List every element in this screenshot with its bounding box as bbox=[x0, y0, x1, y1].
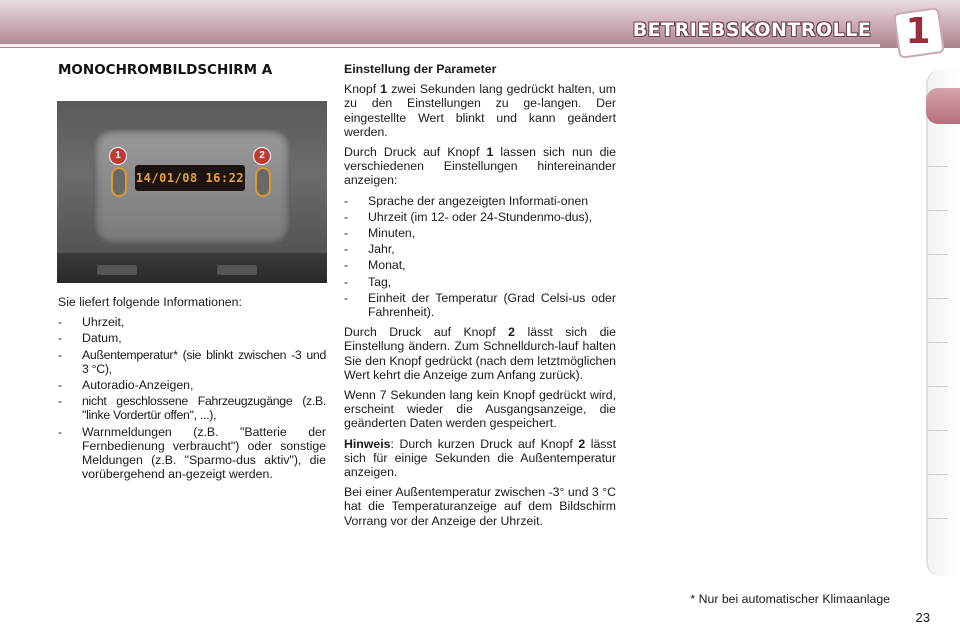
paragraph: Knopf 1 zwei Sekunden lang gedrückt halten, um zu den Einstellungen zu ge-langen. Der eingestellte Wert blinkt und kann geändert werden. bbox=[344, 82, 616, 139]
chapter-tab-divider bbox=[928, 254, 948, 255]
list-item: - Einheit der Temperatur (Grad Celsi-us oder Fahrenheit). bbox=[344, 290, 616, 320]
chapter-tab-divider bbox=[928, 386, 948, 387]
paragraph: Wenn 7 Sekunden lang kein Knopf gedrückt wird, erscheint wieder die Ausgangsanzeige, die geänderten Daten werden gespeichert. bbox=[344, 388, 616, 431]
chapter-tab-strip bbox=[926, 70, 960, 576]
chapter-tab-divider bbox=[928, 166, 948, 167]
knob-2 bbox=[255, 167, 271, 197]
chapter-title: BETRIEBSKONTROLLE bbox=[632, 19, 872, 41]
section-title: MONOCHROMBILDSCHIRM A bbox=[58, 62, 273, 78]
list-item: - Autoradio-Anzeigen, bbox=[58, 378, 194, 393]
list-item: - Sprache der angezeigten Informati-onen bbox=[344, 193, 589, 208]
header-divider bbox=[0, 44, 880, 47]
chapter-tab-divider bbox=[928, 474, 948, 475]
chapter-tab-divider bbox=[928, 518, 948, 519]
parameters-heading: Einstellung der Parameter bbox=[344, 62, 497, 76]
chapter-tab-divider bbox=[928, 430, 948, 431]
right-column bbox=[344, 62, 616, 534]
info-intro: Sie liefert folgende Informationen: bbox=[58, 295, 242, 309]
note-paragraph: Hinweis: Durch kurzen Druck auf Knopf 2 lässt sich für einige Sekunden die Außentemperatur anzeigen. bbox=[344, 436, 617, 480]
list-item: - Monat, bbox=[344, 258, 406, 273]
display-photo bbox=[57, 101, 327, 283]
chapter-number: 1 bbox=[905, 11, 931, 52]
list-item: - Uhrzeit (im 12- oder 24-Stundenmo-dus), bbox=[344, 209, 593, 224]
list-item: - Außentemperatur* (sie blinkt zwischen -3 und 3 °C), bbox=[58, 347, 326, 376]
vent-slot bbox=[97, 265, 137, 275]
monochrome-display: 14/01/08 16:22 bbox=[135, 165, 245, 191]
list-item: - Tag, bbox=[344, 274, 392, 289]
chapter-tab-active[interactable] bbox=[926, 88, 960, 124]
paragraph: Durch Druck auf Knopf 1 lassen sich nun die verschiedenen Einstellungen hintereinander anzeigen: bbox=[344, 145, 616, 188]
left-column bbox=[58, 295, 326, 483]
paragraph: Durch Druck auf Knopf 2 lässt sich die Einstellung ändern. Zum Schnelldurch-lauf halten Sie den Knopf gedrückt (nach dem letztmöglichen Wert kehrt die Anzeige zum Anfang zurück). bbox=[344, 325, 617, 382]
page-number: 23 bbox=[915, 610, 930, 625]
list-item: - Warnmeldungen (z.B. "Batterie der Fernbedienung verbraucht") oder sonstige Meldungen (z.B. "Sparmo-dus aktiv"), die vorübergehend an-gezeigt werden. bbox=[58, 424, 326, 482]
chapter-tab-divider bbox=[928, 298, 948, 299]
paragraph: Bei einer Außentemperatur zwischen -3° und 3 °C hat die Temperaturanzeige auf dem Bildschirm Vorrang vor der Anzeige der Uhrzeit. bbox=[344, 485, 616, 528]
knob-2-label: 2 bbox=[253, 147, 271, 165]
vent-slot bbox=[217, 265, 257, 275]
list-item: - Jahr, bbox=[344, 242, 395, 257]
list-item: - Minuten, bbox=[344, 226, 416, 241]
list-item: - Datum, bbox=[58, 331, 122, 346]
chapter-tab-divider bbox=[928, 210, 948, 211]
list-item: - Uhrzeit, bbox=[58, 315, 125, 330]
knob-1 bbox=[111, 167, 127, 197]
knob-1-label: 1 bbox=[109, 147, 127, 165]
footnote: * Nur bei automatischer Klimaanlage bbox=[690, 592, 890, 606]
list-item: - nicht geschlossene Fahrzeugzugänge (z.B. "linke Vordertür offen", ...), bbox=[58, 394, 326, 423]
chapter-tab-divider bbox=[928, 342, 948, 343]
